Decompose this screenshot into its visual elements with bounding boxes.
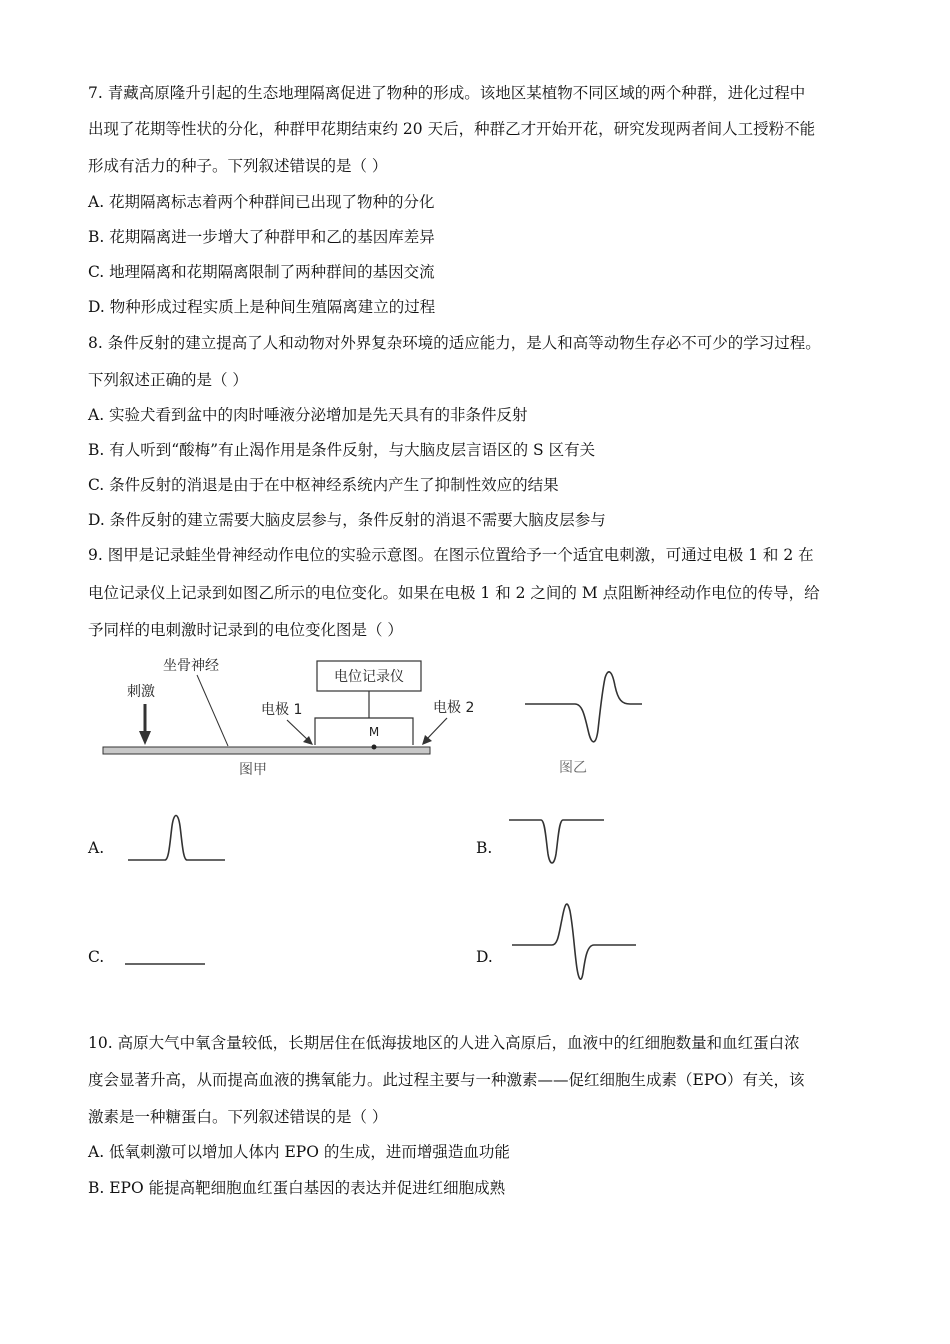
q8-option-c: C. 条件反射的消退是由于在中枢神经系统内产生了抑制性效应的结果 bbox=[88, 476, 559, 494]
sciatic-nerve bbox=[103, 747, 430, 754]
q9-option-c-trace bbox=[123, 957, 209, 971]
q9-stem-line-3: 予同样的电刺激时记录到的电位变化图是（ ） bbox=[88, 621, 403, 639]
q8-option-a: A. 实验犬看到盆中的肉时唾液分泌增加是先天具有的非条件反射 bbox=[88, 406, 528, 424]
q7-stem-line-1: 7. 青藏高原隆升引起的生态地理隔离促进了物种的形成。该地区某植物不同区域的两个种群，进化过程中 bbox=[88, 84, 806, 102]
recorder-wires bbox=[315, 718, 413, 745]
q9-option-a: A. bbox=[88, 839, 105, 857]
q8-stem-line-2: 下列叙述正确的是（ ） bbox=[88, 371, 248, 389]
stimulus-arrow-head bbox=[139, 731, 151, 745]
q9-stem-line-1: 9. 图甲是记录蛙坐骨神经动作电位的实验示意图。在图示位置给予一个适宜电刺激，可通过电极 1 和 2 在 bbox=[88, 546, 814, 564]
q10-stem-line-1: 10. 高原大气中氧含量较低，长期居住在低海拔地区的人进入高原后，血液中的红细胞数量和血红蛋白浓 bbox=[88, 1034, 800, 1052]
q10-stem-line-2: 度会显著升高，从而提高血液的携氧能力。此过程主要与一种激素——促红细胞生成素（EPO）有关，该 bbox=[88, 1071, 805, 1089]
q9-figure bbox=[95, 648, 655, 783]
recorder-label: 电位记录仪 bbox=[334, 669, 404, 685]
point-m-dot bbox=[372, 745, 377, 750]
q8-option-d: D. 条件反射的建立需要大脑皮层参与，条件反射的消退不需要大脑皮层参与 bbox=[88, 511, 606, 529]
electrode-2-arrowhead bbox=[422, 735, 432, 745]
electrode-2-pointer bbox=[426, 718, 447, 740]
q7-option-c: C. 地理隔离和花期隔离限制了两种群间的基因交流 bbox=[88, 263, 435, 281]
q9-option-d: D. bbox=[476, 948, 493, 966]
electrode-1-label: 电极 1 bbox=[261, 702, 303, 718]
q8-option-b: B. 有人听到“酸梅”有止渴作用是条件反射，与大脑皮层言语区的 S 区有关 bbox=[88, 441, 596, 459]
q7-option-b: B. 花期隔离进一步增大了种群甲和乙的基因库差异 bbox=[88, 228, 435, 246]
q7-stem-line-3: 形成有活力的种子。下列叙述错误的是（ ） bbox=[88, 157, 388, 175]
q8-stem-line-1: 8. 条件反射的建立提高了人和动物对外界复杂环境的适应能力，是人和高等动物生存必不可少的学习过程。 bbox=[88, 334, 821, 352]
q10-option-b: B. EPO 能提高靶细胞血红蛋白基因的表达并促进红细胞成熟 bbox=[88, 1179, 506, 1197]
q9-option-b-trace bbox=[507, 812, 607, 870]
electrode-2-label: 电极 2 bbox=[433, 700, 475, 716]
q9-option-d-trace bbox=[510, 893, 640, 993]
electrode-1-pointer bbox=[287, 720, 309, 741]
q9-option-a-trace bbox=[125, 806, 230, 864]
q9-stem-line-2: 电位记录仪上记录到如图乙所示的电位变化。如果在电极 1 和 2 之间的 M 点阻断神经动作电位的传导，给 bbox=[88, 584, 820, 602]
nerve-label: 坐骨神经 bbox=[163, 658, 219, 674]
nerve-pointer bbox=[197, 675, 228, 746]
q10-stem-line-3: 激素是一种糖蛋白。下列叙述错误的是（ ） bbox=[88, 1108, 388, 1126]
q7-option-d: D. 物种形成过程实质上是种间生殖隔离建立的过程 bbox=[88, 298, 436, 316]
point-m-label: M bbox=[368, 725, 380, 739]
q7-option-a: A. 花期隔离标志着两个种群间已出现了物种的分化 bbox=[88, 193, 435, 211]
fig-b-caption: 图乙 bbox=[559, 760, 587, 776]
fig-b-biphasic-trace bbox=[525, 672, 642, 742]
fig-a-caption: 图甲 bbox=[239, 762, 267, 778]
q9-option-b: B. bbox=[476, 839, 493, 857]
q7-stem-line-2: 出现了花期等性状的分化，种群甲花期结束约 20 天后，种群乙才开始开花，研究发现两者间人工授粉不能 bbox=[88, 120, 816, 138]
q9-option-c: C. bbox=[88, 948, 105, 966]
q10-option-a: A. 低氧刺激可以增加人体内 EPO 的生成，进而增强造血功能 bbox=[88, 1143, 510, 1161]
stimulus-label: 刺激 bbox=[127, 684, 155, 700]
